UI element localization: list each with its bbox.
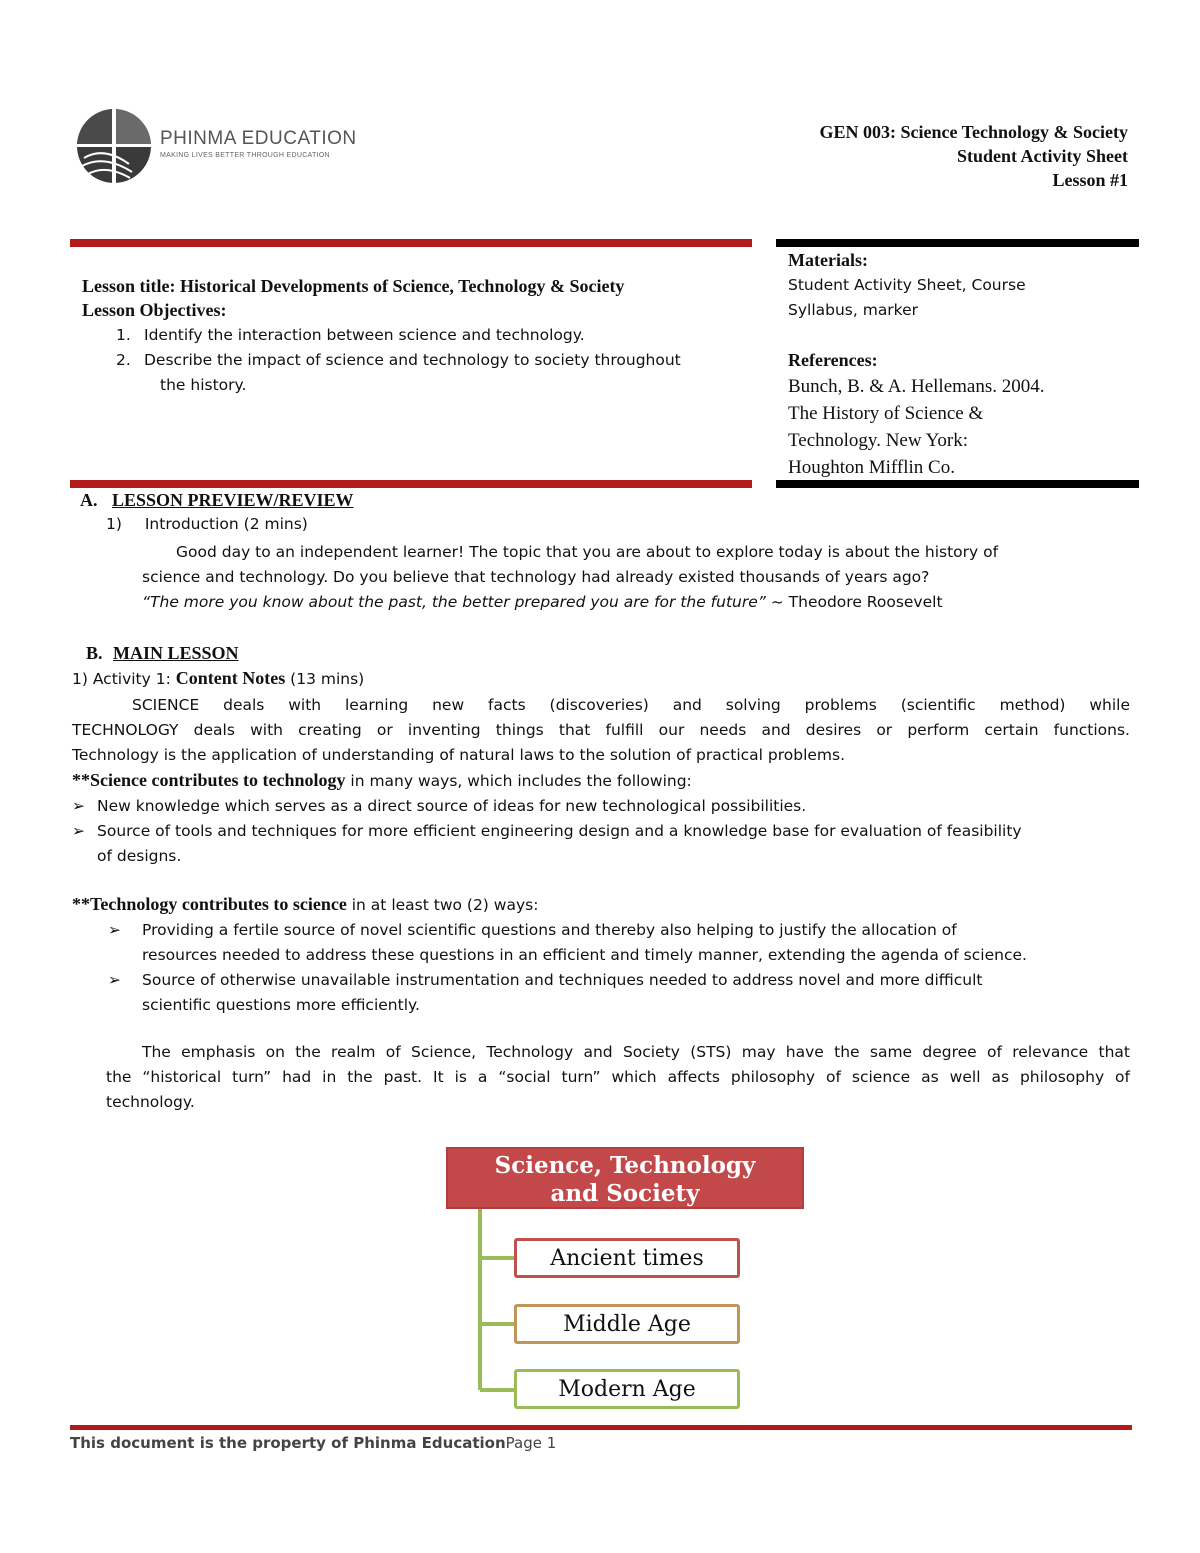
bullet-text: Source of tools and techniques for more efficient engineering design and a knowledge base for evaluation of feasibility [97, 822, 1022, 840]
diagram-title-line: and Society [550, 1180, 700, 1207]
technology-contributes-rest: in at least two (2) ways: [346, 896, 539, 914]
arrow-bullet-icon: ➢ [108, 971, 121, 989]
objective-item [82, 348, 744, 373]
objective-item-cont [82, 373, 760, 398]
section-letter: A. [80, 490, 98, 510]
technology-bullet [72, 968, 1132, 993]
paragraph-line: SCIENCE deals with learning new facts (discoveries) and solving problems (scientific method) while [132, 696, 1130, 714]
objective-item [82, 323, 744, 348]
diagram-item-ancient: Ancient times [514, 1238, 740, 1278]
arrow-bullet-icon: ➢ [108, 921, 121, 939]
bullet-text-cont: resources needed to address these questions in an efficient and timely manner, extending the agenda of science. [142, 946, 1027, 964]
objective-text-cont: the history. [160, 376, 247, 394]
quote-text: “The more you know about the past, the better prepared you are for the future” [142, 593, 766, 611]
activity-line [72, 668, 364, 689]
bullet-text-cont: of designs. [97, 847, 182, 865]
activity-duration: (13 mins) [285, 670, 365, 688]
lesson-objectives [82, 298, 760, 398]
intro-line: science and technology. Do you believe that technology had already existed thousands of years ago? [142, 568, 930, 586]
section-letter: B. [86, 643, 103, 663]
course-title: GEN 003: Science Technology & Society [819, 122, 1128, 142]
bullet-text: New knowledge which serves as a direct source of ideas for new technological possibilities. [97, 797, 807, 815]
science-tech-paragraph [72, 693, 1130, 869]
science-bullet [72, 794, 1130, 819]
intro-number: 1) [106, 515, 122, 533]
bullet-text-cont: scientific questions more efficiently. [142, 996, 420, 1014]
intro-quote [142, 590, 1132, 615]
science-bullet [72, 819, 1130, 844]
paragraph-line: The emphasis on the realm of Science, Technology and Society (STS) may have the same degree of relevance that [142, 1043, 1130, 1061]
bottom-left-divider [70, 480, 752, 488]
objectives-label: Lesson Objectives: [82, 300, 227, 320]
bullet-text: Source of otherwise unavailable instrumentation and techniques needed to address novel and more difficult [142, 971, 983, 989]
arrow-bullet-icon: ➢ [72, 822, 85, 840]
intro-item [106, 515, 308, 533]
activity-prefix: 1) Activity 1: [72, 670, 176, 688]
materials-references [788, 248, 1128, 481]
logo-globe-icon [74, 106, 154, 186]
objective-text: Identify the interaction between science and technology. [144, 326, 585, 344]
sheet-title: Student Activity Sheet [957, 146, 1128, 166]
paragraph-line: the “historical turn” had in the past. It is a “social turn” which affects philosophy of science as well as philosophy of [106, 1068, 1130, 1086]
technology-contributes-line [72, 892, 1132, 918]
technology-contributes-bold: **Technology contributes to science [72, 894, 347, 914]
sts-paragraph [106, 1040, 1130, 1115]
lesson-title: Lesson title: Historical Developments of Science, Technology & Society [82, 276, 625, 296]
materials-label: Materials: [788, 250, 868, 270]
diagram-item-modern: Modern Age [514, 1369, 740, 1409]
course-info [820, 120, 1129, 192]
logo-name: PHINMA EDUCATION [160, 128, 357, 149]
section-title: MAIN LESSON [113, 643, 239, 663]
paragraph-line: Technology is the application of understanding of natural laws to the solution of practical problems. [72, 746, 846, 764]
section-a-heading [80, 490, 354, 511]
technology-contributes [72, 892, 1132, 1018]
objectives-list [82, 323, 760, 398]
bottom-right-divider [776, 480, 1139, 488]
top-left-divider [70, 239, 752, 247]
science-contributes-line [72, 768, 1130, 794]
references-label: References: [788, 350, 878, 370]
diagram-title-box [446, 1147, 804, 1209]
science-contributes-rest: in many ways, which includes the following: [345, 772, 692, 790]
materials-line: Syllabus, marker [788, 301, 919, 319]
section-b-heading [86, 643, 239, 664]
lesson-number: Lesson #1 [1052, 170, 1128, 190]
materials-line: Student Activity Sheet, Course [788, 276, 1026, 294]
phinma-logo [74, 106, 357, 186]
reference-line: Technology. New York: [788, 430, 969, 451]
intro-paragraph [142, 540, 1132, 615]
technology-bullet [72, 918, 1132, 943]
bullet-text: Providing a fertile source of novel scientific questions and thereby also helping to justify the allocation of [142, 921, 957, 939]
diagram-item-middle: Middle Age [514, 1304, 740, 1344]
footer [70, 1434, 556, 1452]
activity-title: Content Notes [175, 668, 286, 688]
footer-divider [70, 1425, 1132, 1430]
objective-number: 2. [116, 351, 131, 369]
reference-line: Houghton Mifflin Co. [788, 457, 955, 478]
science-contributes-bold: **Science contributes to technology [72, 770, 346, 790]
paragraph-line: TECHNOLOGY deals with creating or inventing things that fulfill our needs and desires or perform certain functions. [72, 721, 1130, 739]
paragraph-line: technology. [106, 1093, 195, 1111]
quote-author: ~ Theodore Roosevelt [765, 593, 943, 611]
intro-label: Introduction (2 mins) [144, 515, 308, 533]
page-number: Page 1 [505, 1434, 557, 1452]
logo-tagline: MAKING LIVES BETTER THROUGH EDUCATION [160, 152, 330, 159]
objective-text: Describe the impact of science and technology to society throughout [144, 351, 681, 369]
footer-text: This document is the property of Phinma Education [70, 1434, 506, 1452]
objective-number: 1. [116, 326, 131, 344]
reference-line: Bunch, B. & A. Hellemans. 2004. [788, 376, 1045, 397]
section-title: LESSON PREVIEW/REVIEW [112, 490, 354, 510]
intro-line: Good day to an independent learner! The topic that you are about to explore today is about the history of [176, 543, 999, 561]
arrow-bullet-icon: ➢ [72, 797, 85, 815]
diagram-title-line: Science, Technology [494, 1152, 756, 1179]
top-right-divider [776, 239, 1139, 247]
reference-line: The History of Science & [788, 403, 984, 424]
